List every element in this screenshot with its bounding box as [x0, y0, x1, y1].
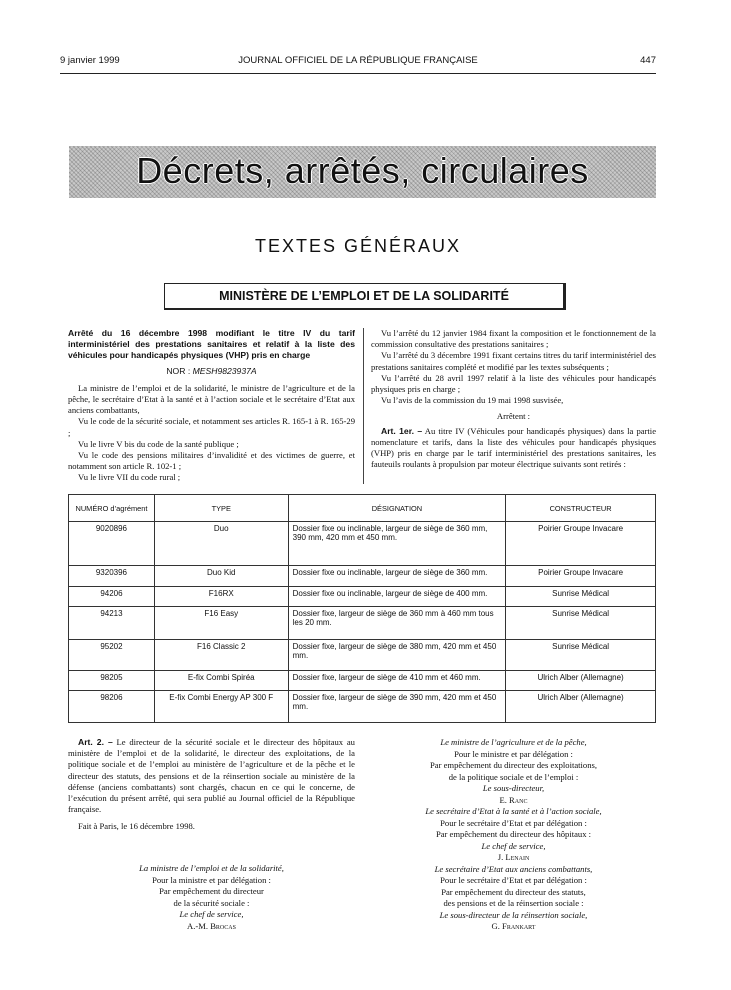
- vehicle-table: [68, 494, 656, 723]
- article-2-text: Le directeur de la sécurité sociale et le directeur des hôpitaux au ministère de l’emploi et de la solidarité, le directeur des exploitations, de la politique sociale et de l’emploi au ministère de l’agriculture et de la pêche et le directeur des statuts, des pensions et de la réinsertion sociale au ministère de la défense (anciens combattants) sont chargés, chacun en ce qui le concerne, de l’exécution du présent arrêté, qui sera publié au Journal officiel de la République française.: [68, 737, 355, 815]
- signature-line: Le chef de service,: [481, 840, 546, 851]
- header-page-number: 447: [640, 55, 656, 66]
- approval-number: 95202: [69, 640, 155, 671]
- article-1-label: Art. 1er. –: [381, 425, 423, 436]
- approval-number: 9020896: [69, 522, 155, 566]
- approval-number: 94206: [69, 587, 155, 607]
- preamble-paragraph: La ministre de l’emploi et de la solidarité, le ministre de l’agriculture et de la pêche, le secrétaire d’Etat à la santé et à l’action sociale et le secrétaire d’Etat aux anciens combattants,: [68, 382, 355, 416]
- column-header: CONSTRUCTEUR: [506, 495, 656, 522]
- signature-line: Le chef de service,: [179, 909, 244, 919]
- designation: Dossier fixe, largeur de siège de 410 mm et 460 mm.: [288, 671, 506, 691]
- table-header-row: [69, 495, 656, 522]
- signature-line: Par empêchement du directeur des hôpitaux :: [435, 829, 592, 839]
- manufacturer: Sunrise Médical: [506, 640, 656, 671]
- signature-line: Par empêchement du directeur des statuts,: [441, 886, 586, 897]
- table-row: [69, 671, 656, 691]
- preamble-paragraph: Vu le code des pensions militaires d’invalidité et des victimes de guerre, et notamment son article R. 102-1 ;: [68, 450, 355, 472]
- preamble-paragraph: Vu l’arrêté du 12 janvier 1984 fixant la composition et le fonctionnement de la commission consultative des prestations sanitaires ;: [371, 328, 656, 350]
- designation: Dossier fixe, largeur de siège de 390 mm, 420 mm et 450 mm.: [288, 691, 506, 723]
- article-1-text: Au titre IV (Véhicules pour handicapés physiques) dans la partie nomenclature et tarifs, dans la liste des véhicules pour handicapés physiques (VHP) pris en charge par le tarif interministériel des prestations sanitaires, les fauteuils roulants à propulsion par moteur électrique suivants sont retirés :: [371, 425, 657, 470]
- designation: Dossier fixe ou inclinable, largeur de siège de 400 mm.: [288, 587, 506, 607]
- preamble-paragraph: Vu le livre V bis du code de la santé publique ;: [78, 438, 239, 449]
- table-row: [69, 691, 656, 723]
- manufacturer: Ulrich Alber (Allemagne): [506, 671, 656, 691]
- signature-line: Le sous-directeur,: [482, 783, 545, 793]
- signature-line: Le secrétaire d’Etat aux anciens combattants,: [434, 863, 593, 874]
- signatures-right: [371, 737, 656, 933]
- signature-line: des pensions et de la réinsertion sociale :: [443, 898, 584, 908]
- right-column: [371, 328, 656, 470]
- table-row: [69, 607, 656, 640]
- arretent-label: Arrêtent :: [496, 411, 531, 422]
- designation: Dossier fixe, largeur de siège de 380 mm, 420 mm et 450 mm.: [288, 640, 506, 671]
- vehicle-type: F16 Easy: [154, 607, 288, 640]
- approval-number: 98205: [69, 671, 155, 691]
- signature-line: J. Lenain: [497, 852, 530, 862]
- signing-date: Fait à Paris, le 16 décembre 1998.: [78, 821, 195, 832]
- decree-title: Arrêté du 16 décembre 1998 modifiant le titre IV du tarif interministériel des prestations sanitaires et relatif à la liste des véhicules pour handicapés physiques (VHP) pris en charge: [68, 328, 355, 361]
- table-row: [69, 640, 656, 671]
- preamble-paragraph: Vu le livre VII du code rural ;: [78, 472, 181, 483]
- signature-line: La ministre de l’emploi et de la solidarité,: [139, 863, 284, 873]
- approval-number: 94213: [69, 607, 155, 640]
- header-date: 9 janvier 1999: [60, 55, 120, 66]
- vehicle-type: F16RX: [154, 587, 288, 607]
- signature-line: Pour le secrétaire d’Etat et par délégation :: [440, 875, 587, 885]
- column-header: TYPE: [154, 495, 288, 522]
- signature-line: E. Ranc: [499, 794, 528, 805]
- signature-line: A.-M. Brocas: [187, 920, 236, 931]
- manufacturer: Sunrise Médical: [506, 607, 656, 640]
- preamble-paragraph: Vu l’arrêté du 3 décembre 1991 fixant certains titres du tarif interministériel des prestations sanitaires complété et modifié par les textes subséquents ;: [371, 350, 656, 372]
- signature-line: Le sous-directeur de la réinsertion sociale,: [439, 909, 588, 920]
- designation: Dossier fixe, largeur de siège de 360 mm à 460 mm tous les 20 mm.: [288, 607, 506, 640]
- nor-label: NOR :: [166, 365, 191, 376]
- signatures-left: [68, 863, 355, 932]
- vehicle-type: Duo Kid: [154, 566, 288, 587]
- running-header: [60, 55, 656, 69]
- article-2-block: [68, 737, 355, 833]
- table-row: [69, 522, 656, 566]
- ministry-box: MINISTÈRE DE L’EMPLOI ET DE LA SOLIDARITÉ: [164, 283, 566, 310]
- manufacturer: Ulrich Alber (Allemagne): [506, 691, 656, 723]
- preamble-paragraph: Vu l’avis de la commission du 19 mai 1998 susvisée,: [381, 395, 564, 406]
- designation: Dossier fixe ou inclinable, largeur de siège de 360 mm, 390 mm, 420 mm et 450 mm.: [288, 522, 506, 566]
- signature-line: Par empêchement du directeur des exploitations,: [429, 760, 598, 770]
- article-1: [371, 426, 656, 471]
- manufacturer: Sunrise Médical: [506, 587, 656, 607]
- table-row: [69, 587, 656, 607]
- signature-line: Le secrétaire d’Etat à la santé et à l’action sociale,: [425, 806, 602, 816]
- signature-line: Pour le secrétaire d’Etat et par délégation :: [440, 817, 587, 828]
- header-rule: [60, 73, 656, 74]
- nor-value: MESH9823937A: [192, 365, 257, 376]
- preamble-paragraph: Vu l’arrêté du 28 avril 1997 relatif à la liste des véhicules pour handicapés physiques pris en charge ;: [371, 372, 656, 395]
- manufacturer: Poirier Groupe Invacare: [506, 566, 656, 587]
- designation: Dossier fixe ou inclinable, largeur de siège de 360 mm.: [288, 566, 506, 587]
- vehicle-type: E-fix Combi Spiréa: [154, 671, 288, 691]
- article-2-label: Art. 2. –: [78, 737, 113, 747]
- section-title: TEXTES GÉNÉRAUX: [254, 236, 462, 256]
- vehicle-type: E-fix Combi Energy AP 300 F: [154, 691, 288, 723]
- manufacturer: Poirier Groupe Invacare: [506, 522, 656, 566]
- article-2: [68, 737, 355, 815]
- preamble-paragraph: Vu le code de la sécurité sociale, et notamment ses articles R. 165-1 à R. 165-29 ;: [68, 416, 355, 438]
- nor-reference: [68, 366, 355, 377]
- signature-line: Pour la ministre et par délégation :: [152, 874, 271, 885]
- signature-line: de la politique sociale et de l’emploi :: [448, 771, 579, 782]
- approval-number: 98206: [69, 691, 155, 723]
- column-header: DÉSIGNATION: [288, 495, 506, 522]
- signature-line: Le ministre de l’agriculture et de la pêche,: [440, 737, 587, 747]
- signature-line: de la sécurité sociale :: [173, 897, 250, 908]
- banner-title: Décrets, arrêtés, circulaires: [136, 150, 589, 191]
- vehicle-type: F16 Classic 2: [154, 640, 288, 671]
- vehicle-type: Duo: [154, 522, 288, 566]
- column-header: NUMÉRO d’agrément: [69, 495, 155, 522]
- left-column: [68, 328, 355, 484]
- column-divider: [363, 328, 364, 484]
- table-row: [69, 566, 656, 587]
- header-journal-title: JOURNAL OFFICIEL DE LA RÉPUBLIQUE FRANÇAISE: [238, 55, 478, 66]
- approval-number: 9320396: [69, 566, 155, 587]
- signature-line: Par empêchement du directeur: [159, 886, 264, 896]
- signature-line: Pour le ministre et par délégation :: [454, 748, 573, 759]
- signature-line: G. Frankart: [491, 921, 536, 931]
